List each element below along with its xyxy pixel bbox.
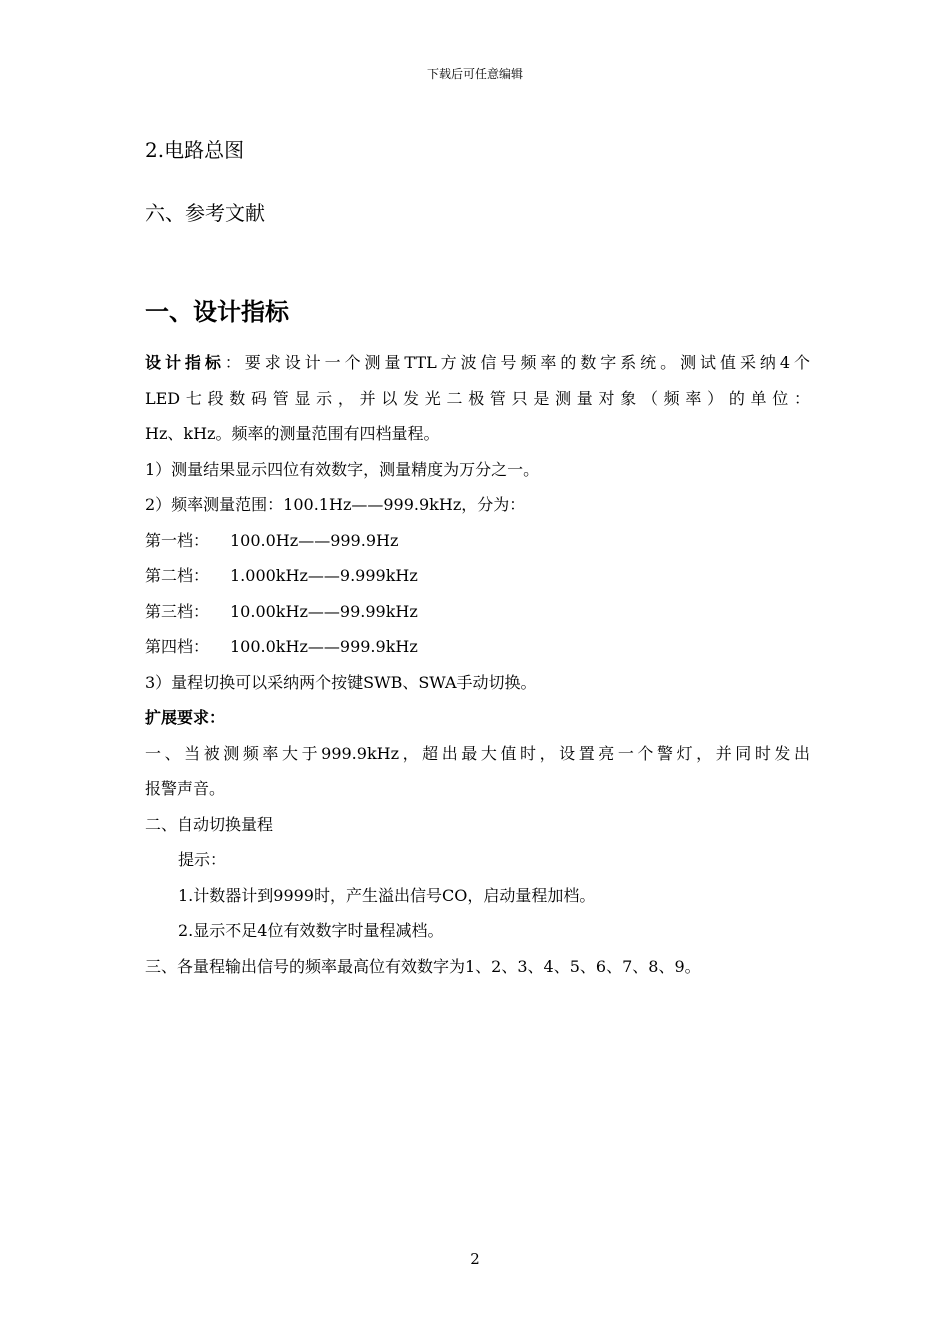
- range-value: 1.000kHz——9.999kHz: [230, 566, 418, 585]
- hint-label: 提示：: [178, 850, 227, 869]
- intro-label: 设计指标: [145, 353, 225, 372]
- intro-text: 要求设计一个测量TTL方波信号频率的数字系统。测试值采纳4个: [244, 353, 810, 372]
- range-label: 第一档：: [145, 530, 210, 550]
- range-value: 100.0Hz——999.9Hz: [230, 530, 399, 550]
- intro-separator: ：: [224, 353, 245, 372]
- extension-item-2: 二、自动切换量程: [145, 814, 274, 834]
- extension-title: 扩展要求：: [145, 708, 226, 727]
- range-row: [145, 523, 810, 559]
- range-row: [145, 629, 810, 665]
- section-title: 一、设计指标: [145, 298, 289, 326]
- toc-item-circuit-diagram: 2.电路总图: [145, 138, 245, 162]
- hint-item-1: 1.计数器计到9999时，产生溢出信号CO，启动量程加档。: [178, 885, 596, 905]
- intro-paragraph-line: LED七段数码管显示，并以发光二极管只是测量对象（频率）的单位：: [145, 388, 810, 408]
- page-number: 2: [470, 1250, 480, 1268]
- extension-item-1-continued: 报警声音。: [145, 779, 226, 798]
- intro-paragraph-line: [145, 345, 810, 381]
- page-header: 下载后可任意编辑: [426, 67, 523, 81]
- range-label: 第三档：: [145, 601, 210, 621]
- requirement-item-3: 3）量程切换可以采纳两个按键SWB、SWA手动切换。: [145, 672, 537, 692]
- section-body: [145, 345, 810, 984]
- range-value: 100.0kHz——999.9kHz: [230, 637, 418, 656]
- range-row: [145, 594, 810, 630]
- extension-item-3: 三、各量程输出信号的频率最高位有效数字为1、2、3、4、5、6、7、8、9。: [145, 956, 701, 976]
- range-value: 10.00kHz——99.99kHz: [230, 601, 418, 621]
- extension-item-1: 一、当被测频率大于999.9kHz，超出最大值时，设置亮一个警灯，并同时发出: [145, 743, 810, 763]
- hint-item-2: 2.显示不足4位有效数字时量程减档。: [178, 921, 444, 940]
- range-row: [145, 558, 810, 594]
- range-label: 第四档：: [145, 637, 210, 656]
- intro-paragraph-line: Hz、kHz。频率的测量范围有四档量程。: [145, 424, 440, 443]
- requirement-item-2: 2）频率测量范围：100.1Hz——999.9kHz，分为：: [145, 495, 526, 514]
- requirement-item-1: 1）测量结果显示四位有效数字，测量精度为万分之一。: [145, 459, 540, 479]
- toc-item-references: 六、参考文献: [145, 201, 265, 225]
- range-label: 第二档：: [145, 566, 210, 585]
